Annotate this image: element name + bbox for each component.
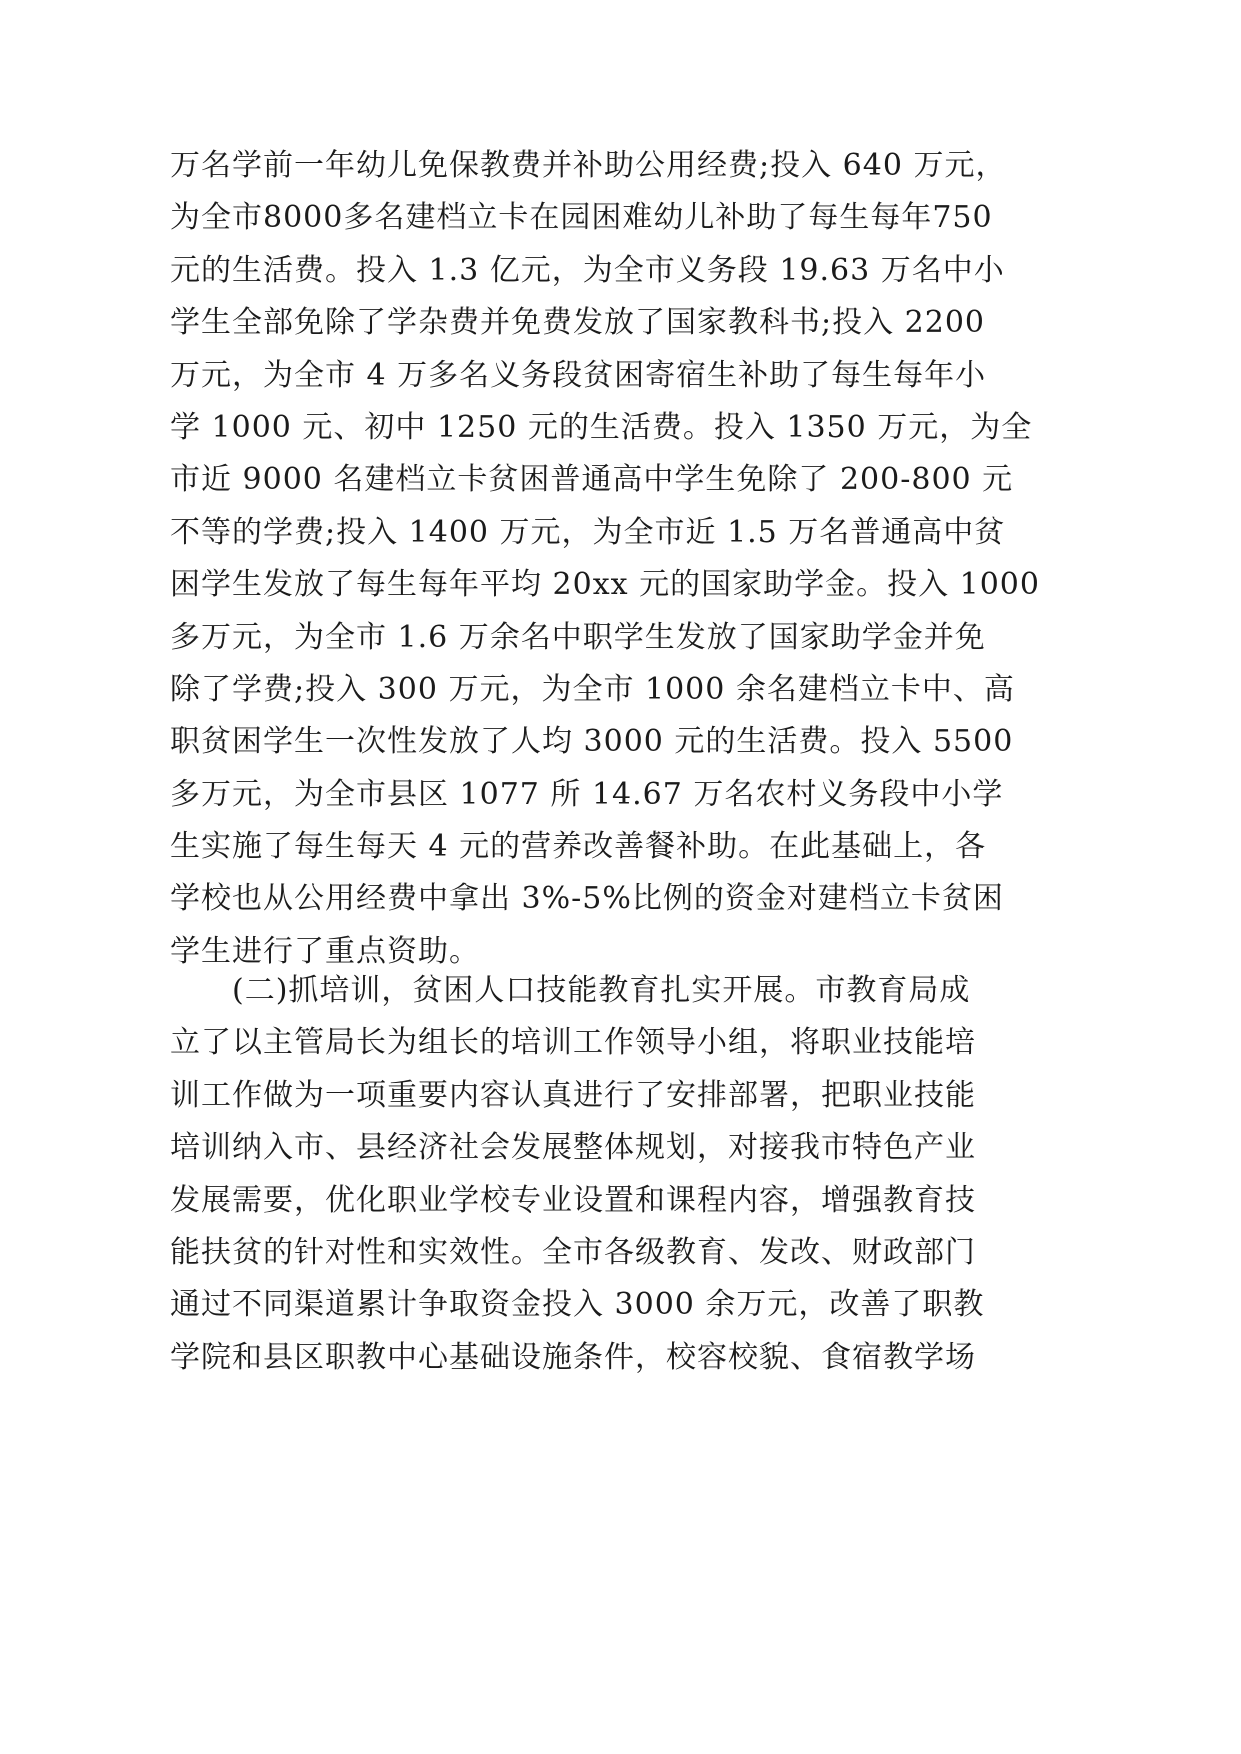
paragraph-line: 立了以主管局长为组长的培训工作领导小组，将职业技能培 [170,1025,976,1061]
paragraph-line: 学生进行了重点资助。 [170,933,480,969]
paragraph-line: 学校也从公用经费中拿出 3%-5%比例的资金对建档立卡贫困 [170,881,1004,917]
paragraph-line: (二)抓培训，贫困人口技能教育扎实开展。市教育局成 [170,973,971,1008]
paragraph-line: 能扶贫的针对性和实效性。全市各级教育、发改、财政部门 [170,1234,976,1270]
paragraph-line: 多万元，为全市县区 1077 所 14.67 万名农村义务段中小学 [170,776,1004,812]
paragraph-line: 万元，为全市 4 万多名义务段贫困寄宿生补助了每生每年小 [170,357,987,393]
paragraph-line: 除了学费;投入 300 万元，为全市 1000 余名建档立卡中、高 [170,671,1015,707]
paragraph-line: 培训纳入市、县经济社会发展整体规划，对接我市特色产业 [170,1130,976,1166]
paragraph-line: 困学生发放了每生每年平均 20xx 元的国家助学金。投入 1000 [170,567,1040,603]
paragraph-2 [170,965,985,1384]
paragraph-line: 元的生活费。投入 1.3 亿元，为全市义务段 19.63 万名中小 [170,252,1005,288]
paragraph-line: 通过不同渠道累计争取资金投入 3000 余万元，改善了职教 [170,1287,985,1323]
paragraph-line: 多万元，为全市 1.6 万余名中职学生发放了国家助学金并免 [170,619,986,655]
paragraph-line: 发展需要，优化职业学校专业设置和课程内容，增强教育技 [170,1182,976,1218]
paragraph-line: 训工作做为一项重要内容认真进行了安排部署，把职业技能 [170,1077,976,1113]
paragraph-line: 万名学前一年幼儿免保教费并补助公用经费;投入 640 万元， [170,148,1007,183]
paragraph-line: 学生全部免除了学杂费并免费发放了国家教科书;投入 2200 [170,305,985,341]
paragraph-line: 学院和县区职教中心基础设施条件，校容校貌、食宿教学场 [170,1339,976,1375]
paragraph-line: 市近 9000 名建档立卡贫困普通高中学生免除了 200-800 元 [170,462,1014,498]
paragraph-line: 不等的学费;投入 1400 万元，为全市近 1.5 万名普通高中贫 [170,514,1006,550]
paragraph-line: 职贫困学生一次性发放了人均 3000 元的生活费。投入 5500 [170,724,1014,760]
paragraph-line: 为全市8000多名建档立卡在园困难幼儿补助了每生每年750 [170,200,993,236]
paragraph-1 [170,140,1040,978]
paragraph-line: 生实施了每生每天 4 元的营养改善餐补助。在此基础上，各 [170,829,987,865]
paragraph-line: 学 1000 元、初中 1250 元的生活费。投入 1350 万元，为全 [170,409,1033,445]
